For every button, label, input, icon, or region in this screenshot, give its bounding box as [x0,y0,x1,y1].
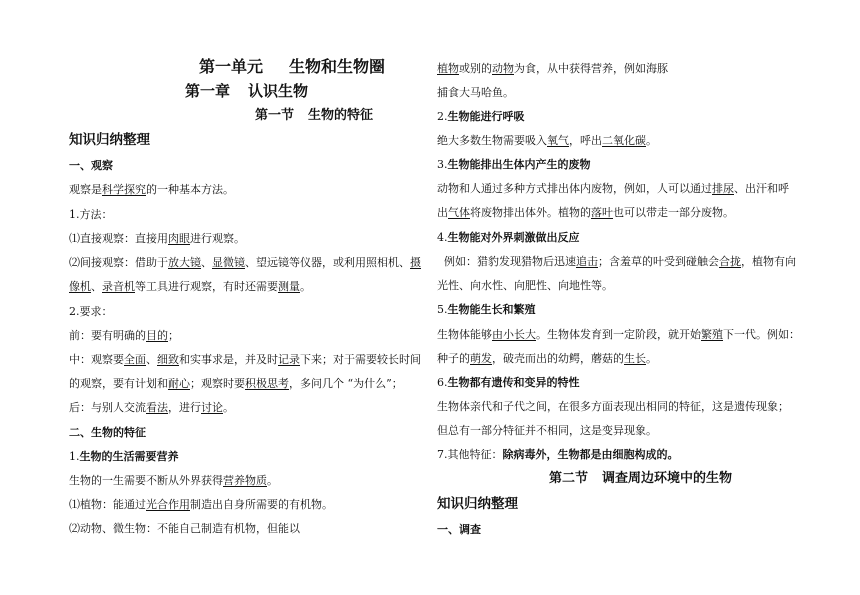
text-line: 2.要求： [69,305,113,318]
text-line: 中：观察要全面、细致和实事求是，并及时记录下来；对于需要较长时间 [69,353,421,366]
underlined-term: 氧气 [547,134,569,147]
text-line: 出气体将废物排出体外。植物的落叶也可以带走一部分废物。 [437,206,734,219]
text-line: 5.生物能生长和繁殖 [437,303,536,316]
text-line: 像机、录音机等工具进行观察，有时还需要测量。 [69,280,311,293]
text-line: 生物体亲代和子代之间，在很多方面表现出相同的特征，这是遗传现象； [437,400,789,413]
text-line: 植物或别的动物为食，从中获得营养，例如海豚 [437,62,668,75]
unit-number: 第一单元 [199,57,264,76]
knowledge-heading: 知识归纳整理 [437,496,518,512]
underlined-term: 显微镜 [212,256,245,269]
underlined-term: 动物 [492,62,514,75]
bold-term: 生物能进行呼吸 [447,110,525,123]
underlined-term: 光合作用 [146,498,190,511]
underlined-term: 肉眼 [168,232,190,245]
text-line: 观察是科学探究的一种基本方法。 [69,183,234,196]
underlined-term: 营养物质 [223,474,267,487]
underlined-term: 耐心 [168,377,190,390]
text-line: 光性、向水性、向肥性、向地性等。 [437,279,613,292]
underlined-term: 看法 [146,401,168,414]
bold-term: 生物能生长和繁殖 [447,303,536,316]
heading-characteristics: 二、生物的特征 [69,426,146,439]
text-line: 的观察，要有计划和耐心；观察时要积极思考，多问几个 “为什么”； [69,377,403,390]
underlined-term: 气体 [448,206,470,219]
text-line: 3.生物能排出生体内产生的废物 [437,158,591,171]
text-line: ⑵动物、微生物：不能自己制造有机物，但能以 [69,522,300,535]
text-line: 6.生物都有遗传和变异的特性 [437,376,580,389]
underlined-term: 像机 [69,280,91,293]
underlined-term: 细致 [157,353,179,366]
underlined-term: 讨论 [201,401,223,414]
underlined-term: 合拢 [719,255,741,268]
chapter-title [185,84,308,98]
section-number: 第二节 [549,471,589,486]
heading-observation: 一、观察 [69,159,113,172]
text-line: ⑴植物：能通过光合作用制造出自身所需要的有机物。 [69,498,333,511]
text-line: 1.方法： [69,208,113,221]
knowledge-heading: 知识归纳整理 [69,132,150,148]
section-number: 第一节 [255,108,295,123]
section-name: 生物的特征 [308,108,374,123]
heading-survey: 一、调查 [437,523,481,536]
underlined-term: 录音机 [102,280,135,293]
unit-name: 生物和生物圈 [289,57,386,76]
text-line: 生物体能够由小长大。生物体发育到一定阶段，就开始繁殖下一代。例如： [437,328,800,341]
bold-term: 除病毒外，生物都是由细胞构成的。 [502,448,679,461]
text-line: 2.生物能进行呼吸 [437,110,525,123]
underlined-term: 排尿 [712,182,734,195]
underlined-term: 落叶 [591,206,613,219]
underlined-term: 测量 [278,280,300,293]
bold-term: 生物能排出生体内产生的废物 [447,158,591,171]
underlined-term: 追击 [576,255,598,268]
underlined-term: 繁殖 [701,328,723,341]
underlined-term: 二氧化碳 [602,134,646,147]
underlined-term: 摄 [410,256,421,269]
text-line: 绝大多数生物需要吸入氧气，呼出二氧化碳。 [437,134,657,147]
bold-term: 生物都有遗传和变异的特性 [447,376,580,389]
text-line: ⑴直接观察：直接用肉眼进行观察。 [69,232,245,245]
underlined-term: 科学探究 [102,183,146,196]
text-line: 生物的一生需要不断从外界获得营养物质。 [69,474,278,487]
underlined-term: 全面 [124,353,146,366]
underlined-term: 植物 [437,62,459,75]
section2-title [549,472,732,486]
section-name: 调查周边环境中的生物 [602,471,733,486]
unit-title [199,57,386,76]
underlined-term: 记录 [278,353,300,366]
bold-term: 生物的生活需要营养 [79,450,179,463]
text-line: 捕食大马哈鱼。 [437,86,514,99]
text-line: 1.生物的生活需要营养 [69,450,179,463]
chapter-name: 认识生物 [248,82,309,100]
text-line: 前：要有明确的目的； [69,329,179,342]
underlined-term: 放大镜 [168,256,201,269]
text-line: 但总有一部分特征并不相同，这是变异现象。 [437,424,657,437]
bold-term: 生物能对外界刺激做出反应 [447,231,580,244]
text-line: 例如：猎豹发现猎物后迅速追击；含羞草的叶受到碰触会合拢，植物有向 [437,255,796,268]
underlined-term: 由小长大 [492,328,536,341]
section-title [255,109,373,123]
text-line: 种子的萌发，破壳而出的幼鳄，蘑菇的生长。 [437,352,657,365]
underlined-term: 生长 [624,352,646,365]
underlined-term: 积极思考 [245,377,289,390]
text-line: ⑵间接观察：借助于放大镜、显微镜、望远镜等仪器，或利用照相机、摄 [69,256,421,269]
text-line: 7.其他特征：除病毒外，生物都是由细胞构成的。 [437,448,679,461]
text-line: 动物和人通过多种方式排出体内废物，例如，人可以通过排尿、出汗和呼 [437,182,789,195]
underlined-term: 萌发 [470,352,492,365]
text-line: 4.生物能对外界刺激做出反应 [437,231,580,244]
underlined-term: 目的 [146,329,168,342]
chapter-number: 第一章 [185,82,231,100]
text-line: 后：与别人交流看法，进行讨论。 [69,401,234,414]
